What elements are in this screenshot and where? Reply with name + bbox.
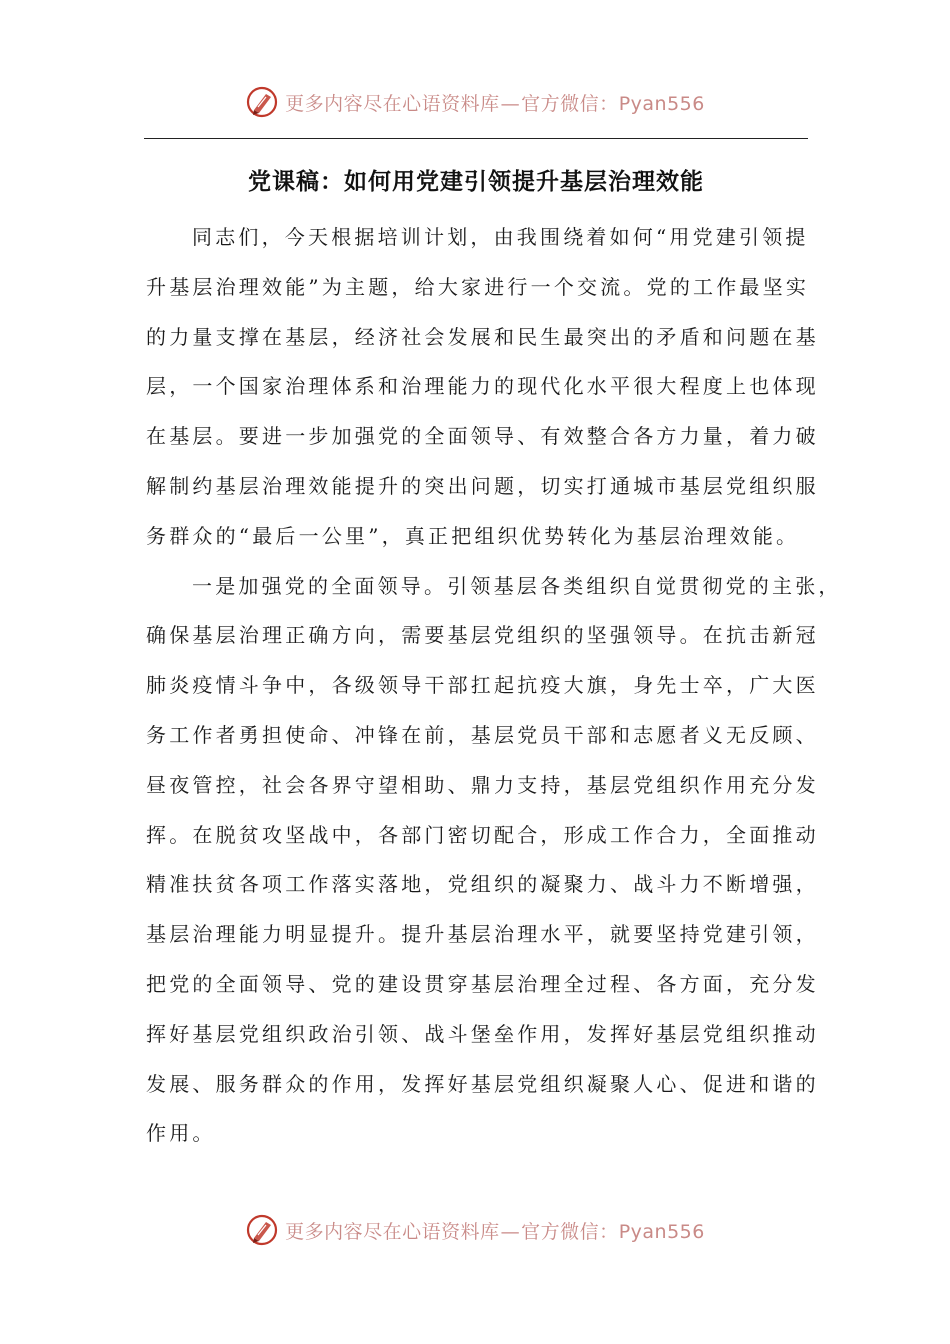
paragraph-2-line: 挥好基层党组织政治引领、战斗堡垒作用，发挥好基层党组织推动 [146, 1021, 819, 1046]
paragraph-2-line: 确保基层治理正确方向，需要基层党组织的坚强领导。在抗击新冠 [146, 623, 819, 648]
paragraph-1-line: 升基层治理效能”为主题，给大家进行一个交流。党的工作最坚实 [146, 274, 810, 299]
paragraph-2-line: 昼夜管控，社会各界守望相助、鼎力支持，基层党组织作用充分发 [146, 772, 819, 797]
document-title: 党课稿：如何用党建引领提升基层治理效能 [248, 169, 704, 195]
document-body [146, 213, 842, 1159]
wechat-id: Pyan556 [618, 92, 705, 115]
header-banner-text: 更多内容尽在心语资料库—官方微信：Pyan556 [285, 92, 705, 115]
paragraph-2-line: 发展、服务群众的作用，发挥好基层党组织凝聚人心、促进和谐的 [146, 1071, 819, 1096]
paragraph-2-line: 一是加强党的全面领导。引领基层各类组织自觉贯彻党的主张， [192, 573, 842, 598]
footer-banner-content [245, 1213, 705, 1247]
paragraph-1-line: 务群众的“最后一公里”，真正把组织优势转化为基层治理效能。 [146, 523, 800, 548]
header-divider [144, 138, 808, 139]
paragraph-2-line: 务工作者勇担使命、冲锋在前，基层党员干部和志愿者义无反顾、 [146, 722, 819, 747]
wechat-id: Pyan556 [618, 1220, 705, 1243]
paragraph-1-line: 在基层。要进一步加强党的全面领导、有效整合各方力量，着力破 [146, 424, 819, 449]
paragraph-2-line: 把党的全面领导、党的建设贯穿基层治理全过程、各方面，充分发 [146, 971, 819, 996]
paragraph-1-line: 层，一个国家治理体系和治理能力的现代化水平很大程度上也体现 [146, 374, 819, 399]
paragraph-1-line: 的力量支撑在基层，经济社会发展和民生最突出的矛盾和问题在基 [146, 324, 819, 349]
footer-banner [0, 1208, 950, 1252]
paragraph-1-line: 解制约基层治理效能提升的突出问题，切实打通城市基层党组织服 [146, 473, 819, 498]
pen-nib-logo-icon [245, 1213, 279, 1247]
paragraph-2-line: 精准扶贫各项工作落实落地，党组织的凝聚力、战斗力不断增强， [146, 872, 819, 897]
paragraph-2-line: 挥。在脱贫攻坚战中，各部门密切配合，形成工作合力，全面推动 [146, 822, 819, 847]
footer-banner-text: 更多内容尽在心语资料库—官方微信：Pyan556 [285, 1220, 705, 1243]
header-banner [0, 80, 950, 124]
header-banner-content [245, 85, 705, 119]
paragraph-2-line: 肺炎疫情斗争中，各级领导干部扛起抗疫大旗，身先士卒，广大医 [146, 673, 819, 698]
paragraph-2-line: 基层治理能力明显提升。提升基层治理水平，就要坚持党建引领， [146, 922, 819, 947]
paragraph-2-line: 作用。 [146, 1121, 216, 1146]
pen-nib-logo-icon [245, 85, 279, 119]
paragraph-1-line: 同志们，今天根据培训计划，由我围绕着如何“用党建引领提 [192, 225, 809, 249]
